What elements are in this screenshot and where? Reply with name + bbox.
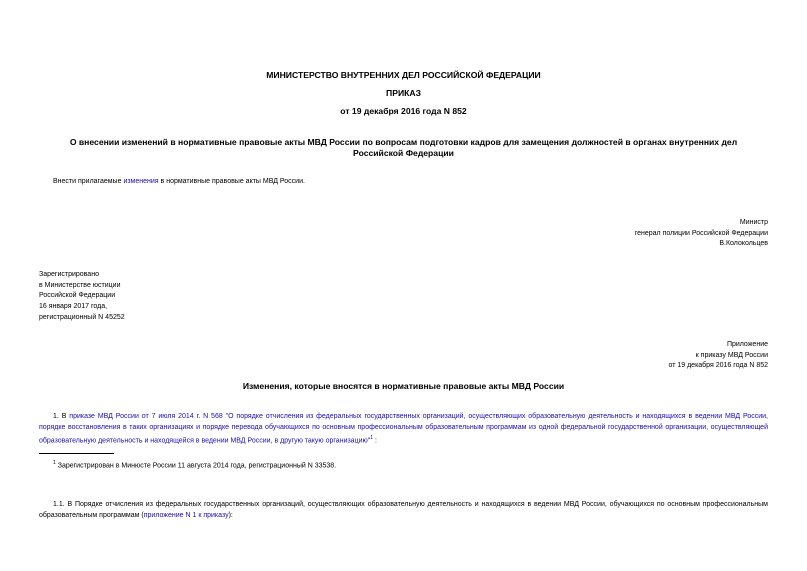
footnote-text: Зарегистрирован в Минюсте России 11 августа 2014 года, регистрационный N 33538. (55, 462, 337, 470)
changes-link[interactable]: изменения (123, 178, 159, 185)
appendix-order: к приказу МВД России (695, 351, 768, 359)
appendix-label: Приложение (726, 341, 768, 348)
changes-title: Изменения, которые вносятся в нормативные правовые акты МВД России (242, 381, 565, 391)
doc-date-number: от 19 декабря 2016 года N 852 (340, 106, 467, 116)
ministry-heading: МИНИСТЕРСТВО ВНУТРЕННИХ ДЕЛ РОССИЙСКОЙ ФЕДЕРАЦИИ (266, 70, 541, 80)
doc-title: О внесении изменений в нормативные правовые акты МВД России по вопросам подготовки кадров для замещения должностей в органах внутренних дел Российской Федерации (69, 137, 738, 158)
signature-rank: генерал полиции Российской Федерации (634, 229, 768, 237)
item-1-paragraph (39, 412, 768, 447)
item-1-1-prefix: 1.1. В Порядке отчисления из федеральных государственных организаций, осуществляющих образовательную деятельность и находящихся в ведении МВД России, обучающихся по основным профессиональным образовательным программам ( (39, 501, 768, 519)
registration-block (39, 270, 339, 324)
registration-line: 16 января 2017 года, (39, 303, 108, 311)
intro-prefix: Внести прилагаемые (53, 178, 124, 185)
signature-position: Министр (739, 219, 768, 226)
item-1-prefix: 1. В (53, 413, 70, 420)
item-1-1-paragraph (39, 500, 768, 521)
registration-line: Российской Федерации (39, 292, 116, 300)
item-1-1-suffix: ): (228, 511, 233, 519)
registration-line: в Министерстве юстиции (39, 281, 121, 289)
registration-line: регистрационный N 45252 (39, 313, 125, 321)
appendix-block (500, 340, 768, 372)
footnote-divider (39, 453, 114, 454)
footnote-mark: 1 (53, 460, 56, 466)
signature-name: В.Колокольцев (719, 240, 768, 248)
signature-block (500, 218, 768, 250)
doc-type-heading: ПРИКАЗ (386, 88, 421, 98)
registration-line: Зарегистрировано (39, 271, 99, 278)
footnote-ref[interactable]: 1 (370, 435, 374, 442)
intro-suffix: в нормативные правовые акты МВД России. (158, 178, 305, 185)
item-1-suffix: : (373, 437, 377, 445)
order-568-link[interactable]: приказе МВД России от 7 июля 2014 г. N 568 "О порядке отчисления из федеральных государственных организаций, осуществляющих образовательную деятельность и находящихся в ведении МВД России, порядке восстановления в таких организациях и порядке перевода обучающихся по основным профессиональным образовательным программам из одной федеральной государственной организации, осуществляющей образовательную деятельность и находящейся в ведении МВД России, в другую такую организацию" (39, 413, 768, 445)
footnote (53, 458, 753, 472)
appendix-date: от 19 декабря 2016 года N 852 (668, 362, 768, 370)
intro-paragraph (53, 177, 753, 188)
appendix-1-link[interactable]: приложение N 1 к приказу (143, 511, 229, 519)
